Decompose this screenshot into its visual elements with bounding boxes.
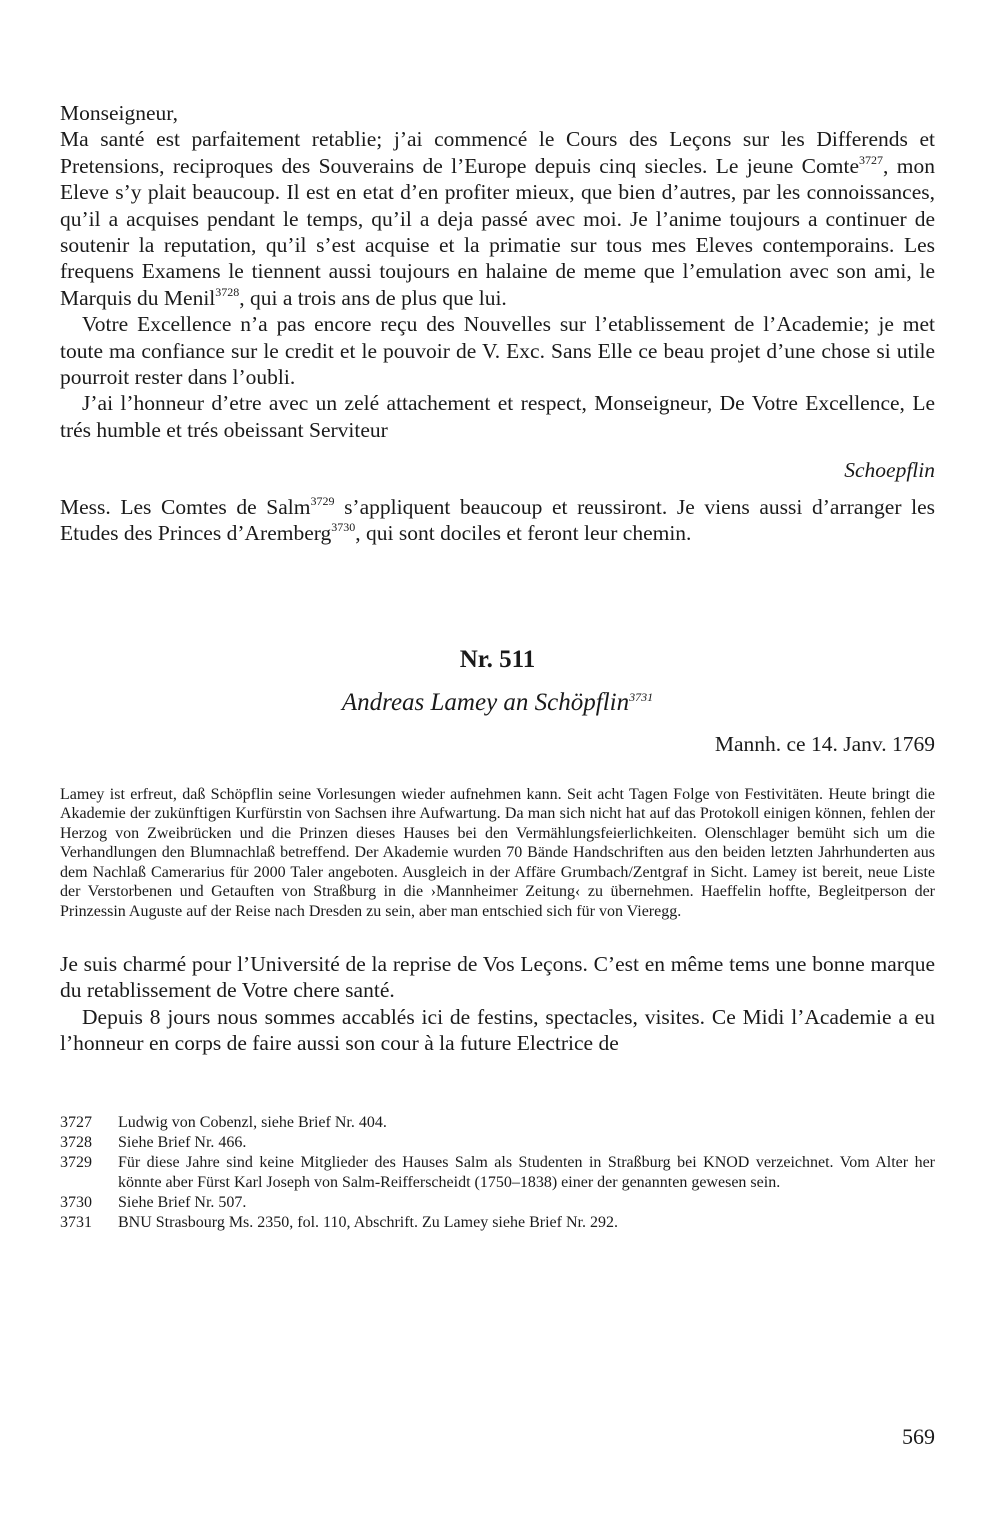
footnote-ref[interactable]: 3729	[310, 493, 335, 508]
document-page	[60, 100, 935, 1233]
letter-summary: Lamey ist erfreut, daß Schöpflin seine Vorlesungen wieder aufnehmen kann. Seit acht Tagen Folge von Festivitäten. Heute bringt die Akademie der zukünftigen Kurfürstin von Sachsen ihre Aufwartung. Da man sich nicht hat auf das Protokoll einigen können, fehlen der Herzog von Zweibrücken und die Prinzen dieses Hauses bei den Vermählungsfeierlichkeiten. Olenschlager bemüht sich um die Verhandlungen den Blumnachlaß betreffend. Der Akademie wurden 70 Bände Handschriften aus den beiden letzten Jahrhunderten aus dem Nachlaß Camerarius für 2000 Taler angeboten. Ausgleich in der Affäre Grumbach/Zentgraf in Sicht. Lamey ist bereit, neue Liste der Verstorbenen und Getauften von Straßburg in die ›Mannheimer Zeitung‹ zu übernehmen. Haeffelin hoffte, Begleitperson der Prinzessin Auguste auf der Reise nach Dresden zu sein, aber man entschied sich für von Vieregg.	[60, 785, 935, 920]
closing-paragraph: J’ai l’honneur d’etre avec un zelé attachement et respect, Monseigneur, De Votre Excellence, Le trés humble et trés obeissant Serviteur	[60, 391, 935, 442]
footnote-ref[interactable]: 3728	[215, 284, 240, 299]
letter-510-body	[60, 100, 935, 547]
paragraph: Je suis charmé pour l’Université de la reprise de Vos Leçons. C’est en même tems une bonne marque du retablissement de Votre chere santé.	[60, 952, 935, 1003]
footnote	[60, 1133, 935, 1153]
postscript-text: , qui sont dociles et feront leur chemin.	[355, 521, 692, 546]
footnote-number: 3731	[60, 1213, 92, 1231]
paragraph	[60, 126, 935, 311]
footnote-number: 3727	[60, 1113, 92, 1131]
letter-number: Nr. 511	[459, 645, 536, 673]
footnote	[60, 1153, 935, 1193]
footnote-ref[interactable]: 3730	[331, 520, 356, 535]
letter-511-heading	[60, 645, 935, 718]
paragraph-text: Ma santé est parfaitement retablie; j’ai commencé le Cours des Leçons sur les Differends et Pretensions, reciproques des Souverains de l’Europe depuis cinq siecles. Le jeune Comte	[60, 127, 935, 178]
footnote-text: Siehe Brief Nr. 507.	[118, 1193, 247, 1211]
paragraph-text: , mon Eleve s’y plait beaucoup. Il est en etat d’en profiter mieux, que bien d’autres, par les connoissances, qu’il a acquises pendant le temps, qu’il a deja passé avec moi. Je l’anime toujours a continuer de soutenir la reputation, qu’il s’est acquise et la primatie sur tous mes Eleves contemporains. Les frequens Examens le tiennent aussi toujours en halaine de meme que l’emulation avec son ami, le Marquis du Menil	[60, 153, 935, 310]
footnotes	[60, 1113, 935, 1233]
letter-date: Mannh. ce 14. Janv. 1769	[714, 731, 935, 756]
page-number: 569	[902, 1424, 935, 1449]
footnote-number: 3728	[60, 1133, 92, 1151]
signature: Schoepflin	[844, 458, 935, 483]
letter-511-body	[60, 951, 935, 1057]
postscript	[60, 494, 935, 547]
salutation: Monseigneur,	[60, 101, 178, 125]
letter-title	[60, 688, 935, 718]
postscript-text: s’appliquent beaucoup et reussiront. Je viens aussi d’arranger les Etudes des Princes d’Aremberg	[60, 494, 935, 546]
footnote-ref[interactable]: 3727	[859, 152, 884, 167]
footnote	[60, 1213, 935, 1233]
footnote-text: BNU Strasbourg Ms. 2350, fol. 110, Abschrift. Zu Lamey siehe Brief Nr. 292.	[118, 1213, 618, 1231]
letter-title-text: Andreas Lamey an Schöpflin	[341, 688, 630, 716]
footnote-text: Ludwig von Cobenzl, siehe Brief Nr. 404.	[118, 1113, 387, 1131]
footnote-number: 3729	[60, 1153, 92, 1171]
paragraph: Depuis 8 jours nous sommes accablés ici de festins, spectacles, visites. Ce Midi l’Academie a eu l’honneur en corps de faire aussi son cour à la future Electrice de	[60, 1004, 935, 1056]
footnote-ref[interactable]: 3731	[629, 689, 654, 704]
footnote	[60, 1113, 935, 1133]
postscript-text: Mess. Les Comtes de Salm	[60, 494, 311, 519]
paragraph-text: , qui a trois ans de plus que lui.	[239, 285, 507, 310]
footnote-text: Für diese Jahre sind keine Mitglieder des Hauses Salm als Studenten in Straßburg bei KNOD verzeichnet. Vom Alter her könnte aber Fürst Karl Joseph von Salm-Reifferscheidt (1750–1838) einer der genannten gewesen sein.	[118, 1153, 935, 1191]
footnote-text: Siehe Brief Nr. 466.	[118, 1133, 247, 1151]
footnote	[60, 1193, 935, 1213]
footnote-number: 3730	[60, 1193, 92, 1211]
paragraph: Votre Excellence n’a pas encore reçu des Nouvelles sur l’etablissement de l’Academie; je met toute ma confiance sur le credit et le pouvoir de V. Exc. Sans Elle ce beau projet d’une chose si utile pourroit rester dans l’oubli.	[60, 312, 935, 390]
